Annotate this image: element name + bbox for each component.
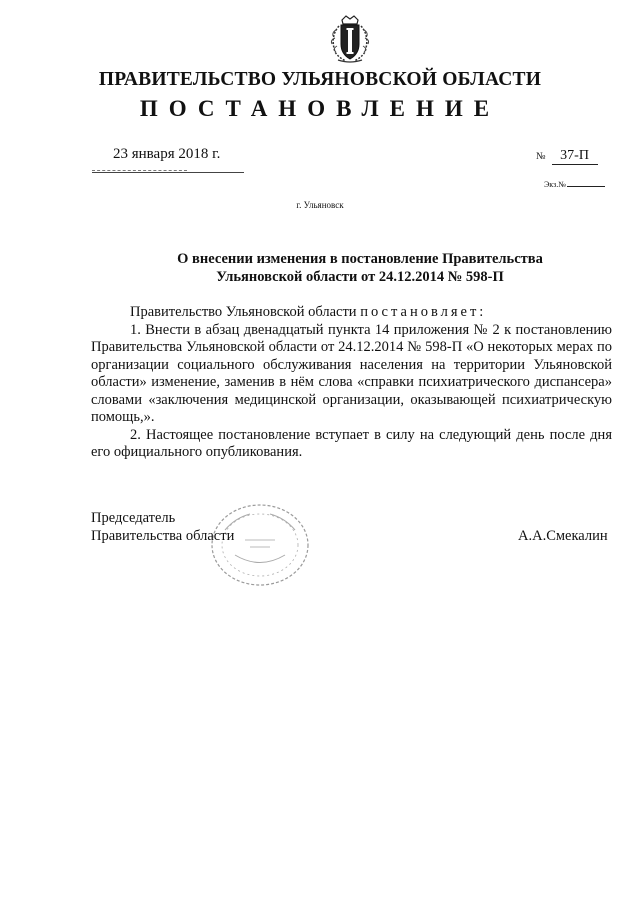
document-body	[91, 304, 612, 462]
document-date: 23 января 2018 г.	[113, 146, 221, 162]
document-subject	[150, 250, 570, 286]
copy-label: Экз.№	[544, 180, 566, 189]
document-number-block	[536, 148, 598, 165]
document-number: 37-П	[552, 148, 598, 165]
intro-suffix: :	[479, 304, 484, 320]
subject-line-2: Ульяновской области от 24.12.2014 № 598-П	[216, 269, 504, 285]
copy-number-line	[567, 186, 605, 187]
signatory-position-line-2: Правительства области	[91, 527, 235, 544]
signatory-name: А.А.Смекалин	[518, 528, 608, 544]
item-2-paragraph: 2. Настоящее постановление вступает в силу на следующий день после дня его официального опубликования.	[91, 426, 612, 460]
intro-verb: постановляет	[360, 304, 480, 320]
city-name: г. Ульяновск	[296, 200, 344, 210]
item-1-paragraph: 1. Внести в абзац двенадцатый пункта 14 приложения № 2 к постановлению Правительства Ульяновской области от 24.12.2014 № 598-П «О некоторых мерах по организации социального обслуживания населения на территории Ульяновской области» изменение, заменив в нём слова «справки психиатрического диспансера» словами «заключения медицинской организации, оказывающей психиатрическую помощь,».	[91, 321, 612, 425]
date-underline	[92, 172, 244, 173]
number-sign: №	[536, 151, 546, 162]
subject-line-1: О внесении изменения в постановление Правительства	[177, 251, 543, 267]
intro-prefix: Правительство Ульяновской области	[130, 304, 361, 320]
copy-number-block	[544, 180, 605, 189]
signatory-position-line-1: Председатель	[91, 510, 176, 526]
document-type-title: ПОСТАНОВЛЕНИЕ	[139, 96, 501, 121]
intro-paragraph	[91, 304, 612, 322]
coat-of-arms-emblem-icon	[322, 14, 378, 64]
signatory-position	[91, 510, 234, 545]
organization-title: ПРАВИТЕЛЬСТВО УЛЬЯНОВСКОЙ ОБЛАСТИ	[98, 69, 542, 90]
date-underline-dashed	[92, 170, 187, 171]
